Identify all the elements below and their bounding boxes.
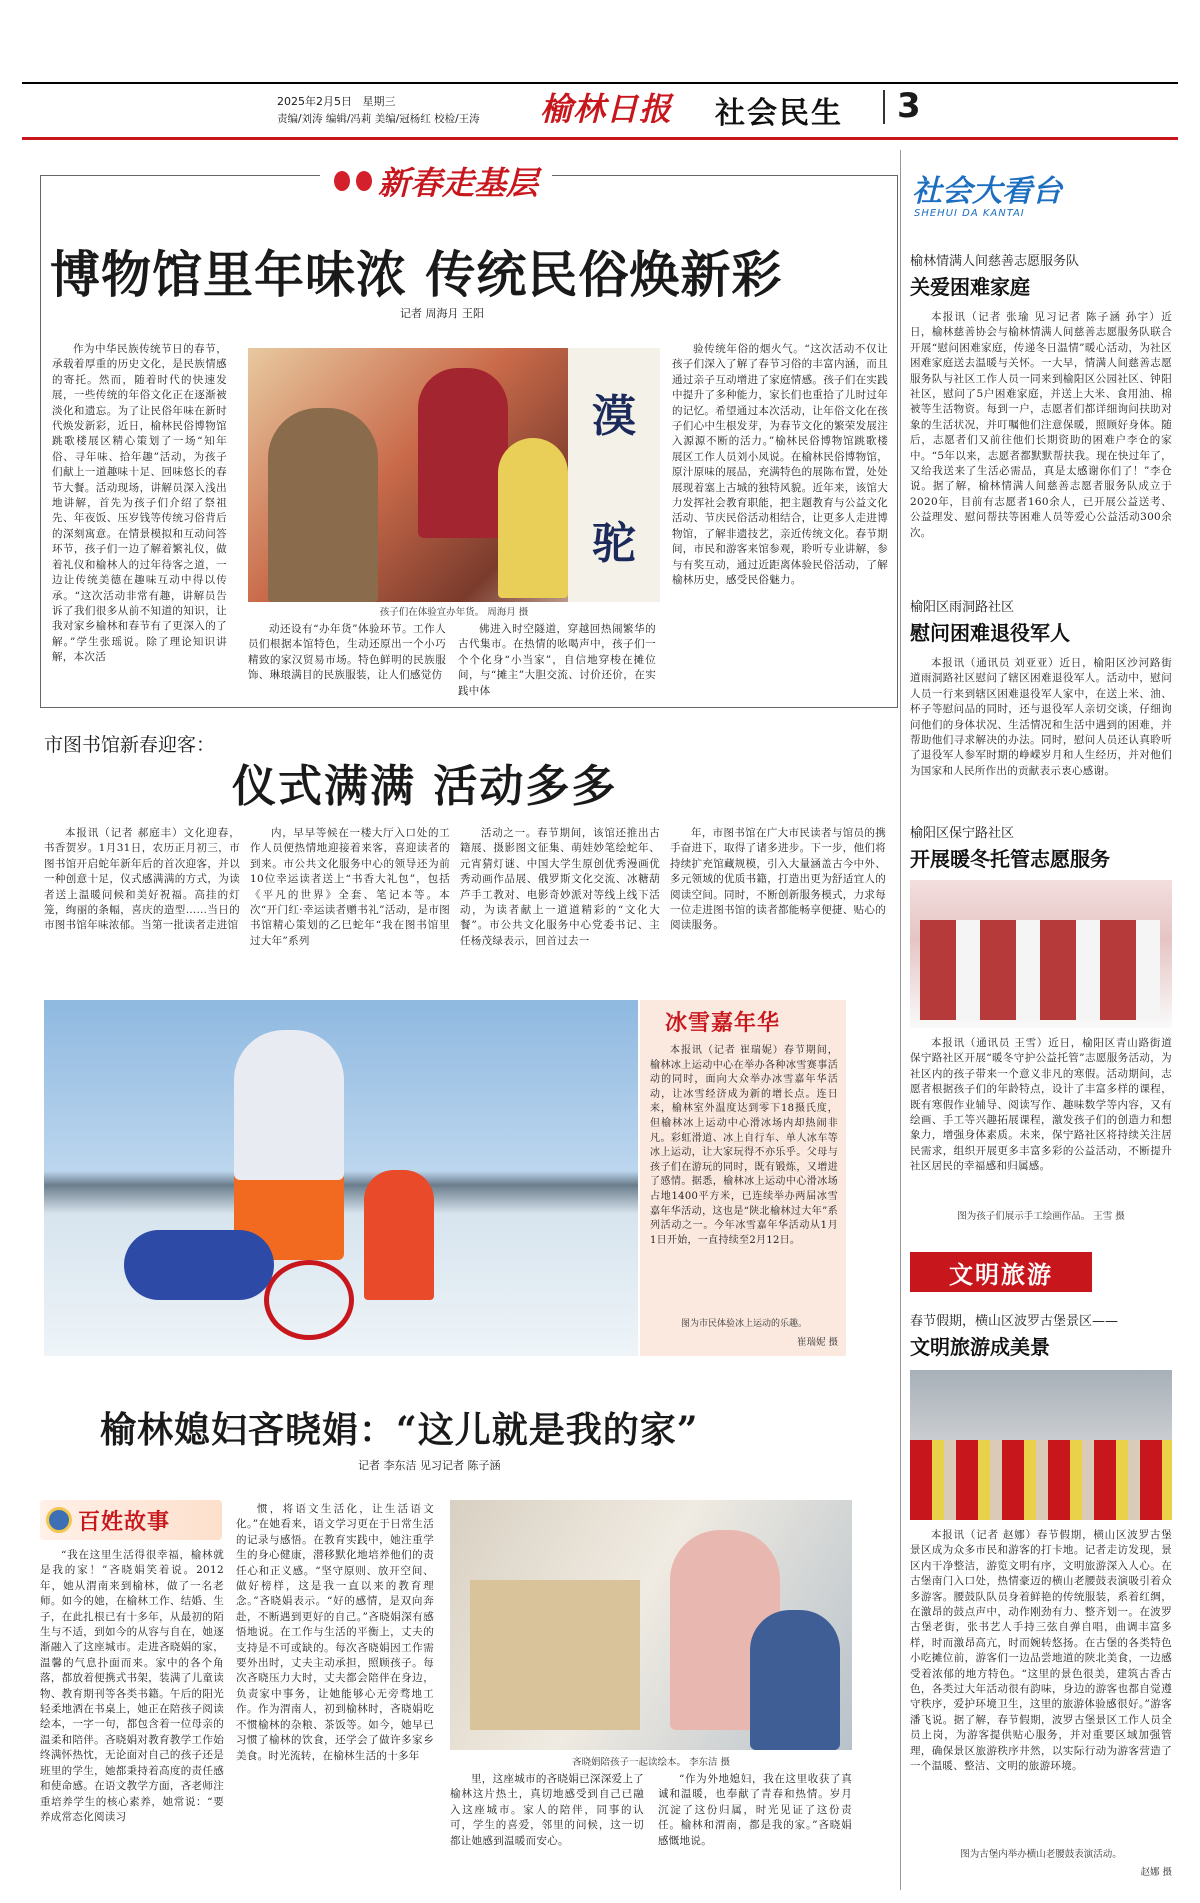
ice-photo bbox=[44, 1000, 638, 1356]
avatar-icon bbox=[46, 1507, 72, 1533]
a1-title: 关爱困难家庭 bbox=[910, 275, 1030, 299]
story-col-2 bbox=[236, 1502, 434, 1878]
a2-title: 慰问困难退役军人 bbox=[910, 621, 1070, 645]
story-byline: 记者 李东洁 见习记者 陈子涵 bbox=[358, 1459, 501, 1472]
photo-ice-bike-wheel bbox=[264, 1260, 354, 1340]
sidebar-divider bbox=[900, 150, 901, 1890]
a1-kicker: 榆林情满人间慈善志愿服务队 bbox=[910, 254, 1080, 269]
ice-text bbox=[650, 1044, 838, 1314]
top-rule bbox=[22, 82, 1178, 84]
a4-kicker: 春节假期，横山区波罗古堡景区—— bbox=[910, 1314, 1119, 1329]
a4-credit: 赵娜 摄 bbox=[1140, 1867, 1172, 1878]
a3-title: 开展暖冬托管志愿服务 bbox=[910, 847, 1110, 871]
sidebar-article-4 bbox=[910, 1310, 1172, 1360]
library-kicker: 市图书馆新春迎客： bbox=[44, 734, 216, 756]
photo-figure-girl bbox=[498, 438, 568, 598]
a4-photo bbox=[910, 1370, 1172, 1520]
photo-ice-child bbox=[364, 1170, 434, 1300]
story-col-2-text: 惯，将语文生活化，让生活语文化。”在她看来，语文学习更在于日常生活的记录与感悟。在教育实践中，她注重学生的身心健康，潜移默化地培养他们的责任心和正义感。“坚守原则、放开空间、做好榜样，这是我一直以来的教育理念。”吝晓娟表示。“好的感情，是双向奔赴，不断遇到更好的自己。”吝晓娟深有感悟地说。在工作与生活的平衡上，丈夫的支持是不可或缺的。每次吝晓娟因工作需要外出时，丈夫主动承担，照顾孩子。每次吝晓压力大时，丈夫都会陪伴在身边，负责家中事务，让她能够心无旁骛地工作。作为渭南人，初到榆林时，吝晓娟吃不惯榆林的杂粮、茶饭等。如今，她早已习惯了榆林的饮食，还学会了做许多家乡美食。时光流转，在榆林生活的十多年 bbox=[236, 1503, 434, 1762]
main-byline: 记者 周海月 王阳 bbox=[400, 307, 484, 320]
masthead-divider bbox=[883, 90, 885, 124]
main-photo bbox=[248, 348, 660, 602]
masthead bbox=[22, 80, 1178, 134]
library-headline: 仪式满满 活动多多 bbox=[232, 761, 618, 812]
story-badge bbox=[40, 1500, 222, 1540]
a3-caption: 图为孩子们展示手工绘画作品。 王雪 摄 bbox=[957, 1211, 1125, 1222]
photo-ice-sled bbox=[124, 1230, 274, 1300]
library-col-3 bbox=[460, 826, 660, 978]
a4-caption: 图为古堡内举办横山老腰鼓表演活动。 bbox=[960, 1849, 1122, 1860]
tour-badge: 文明旅游 bbox=[910, 1252, 1092, 1292]
photo-ice-cyclist bbox=[234, 1030, 344, 1260]
main-headline: 博物馆里年味浓 传统民俗焕新彩 bbox=[50, 246, 783, 304]
story-photo bbox=[450, 1500, 852, 1750]
main-col-1-text: 作为中华民族传统节日的春节，承载着厚重的历史文化，是民族情感的寄托。然而，随着时代的快速发展，一些传统的年俗文化正在逐渐被淡化和遗忘。为了让民俗年味在新时代焕发新彩，近日，榆林民俗博物馆跳歌楼展区精心策划了一场“知年俗、寻年味、拾年趣”活动，为孩子们献上一道趣味十足、回味悠长的春节大餐。活动现场，讲解员深入浅出地讲解，首先为孩子们介绍了祭祖先、年夜饭、压岁钱等传统习俗背后的深刻寓意。在情景模拟和互动问答环节，孩子们一边了解着繁礼仪，做着礼仪和榆林人的过年待客之道，一边让传统美德在趣味互动中得以传承。“这次活动非常有趣，讲解员告诉了我们很多从前不知道的知识，让我对家乡榆林和春节有了更深入的了解。”学生张瑶说。除了理论知识讲解，本次活 bbox=[52, 343, 227, 664]
lantern-icon bbox=[356, 171, 372, 191]
library-col-2 bbox=[250, 826, 450, 978]
main-col-3-text: 佛进入时空隧道，穿越回热闹繁华的古代集市。在热情的吆喝声中，孩子们一个个化身“小当家”，自信地穿梭在摊位间，与“摊主”大胆交流、讨价还价，在实践中体 bbox=[458, 623, 656, 697]
a1-text-body: 本报讯（记者 张瑜 见习记者 陈子涵 孙宇）近日，榆林慈善协会与榆林情满人间慈善志愿服务队联合开展“慰问困难家庭，传递冬日温情”暖心活动，为社区困难家庭送去温暖与关怀。一大早，情满人间慈善志愿服务队与社区工作人员一同来到榆阳区公园社区、钟阳社区，慰问了5户困难家庭，并送上大米、食用油、棉被等生活物资。每到一户，志愿者们都详细询问扶助对象的生活状况，并叮嘱他们注意保暖，照顾好身体。随后，志愿者们又前往他们长期资助的困难户李仓的家中。“5年以来，志愿者都默默帮扶我。现在快过年了，又给我送来了生活必需品，真是太感谢你们了！”李仓说。据了解，榆林情满人间慈善志愿者服务队成立于2020年，目前有志愿者160余人，已开展公益送考、公益理发、慰问帮扶等困难人员等爱心公益活动300余次。 bbox=[910, 311, 1172, 539]
library-col-3-text: 活动之一。春节期间，该馆还推出古籍展、摄影图文征集、萌娃妙笔绘蛇年、元宵猜灯谜、中国大学生原创优秀漫画优秀动画作品展、俄罗斯文化交流、冰糖葫芦手工教对、电影奇妙派对等线上线下活动，为读者献上一道道精彩的“文化大餐”。市公共文化服务中心党委书记、主任杨茂绿表示，回首过去一 bbox=[460, 827, 660, 947]
sidebar-article-3 bbox=[910, 822, 1172, 872]
header-bottom-rule bbox=[22, 137, 1178, 140]
library-col-1 bbox=[44, 826, 240, 978]
lantern-icon bbox=[334, 171, 350, 191]
sidebar-logo-text: 社会大看台 bbox=[912, 174, 1062, 209]
library-col-4-text: 年，市图书馆在广大市民读者与馆员的携手奋进下，取得了诸多进步。下一步，他们将持续扩充馆藏规模，引入大量涵盖古今中外、多元领域的优质书籍，打造出更为舒适宜人的阅读空间。同时，不断创新服务模式，力求每一位走进图书馆的读者都能畅享便捷、贴心的阅读服务。 bbox=[670, 827, 886, 932]
a2-text bbox=[910, 656, 1172, 796]
sidebar-article-2 bbox=[910, 596, 1172, 796]
photo-drummers bbox=[910, 1440, 1172, 1520]
sidebar-logo bbox=[908, 162, 1188, 232]
library-col-1-text: 本报讯（记者 郝庭丰）文化迎春，书香贺岁。1月31日，农历正月初三，市图书馆开启蛇年新年后的首次迎客，并以一种创意十足，仪式感满满的方式，为读者送上温暖问候和美好祝福。高挂的灯笼，绚丽的条幅，喜庆的造型……当日的市图书馆年味浓郁。当第一批读者走进馆 bbox=[44, 827, 240, 932]
story-headline: 榆林媳妇吝晓娟：“这儿就是我的家” bbox=[100, 1409, 699, 1451]
a1-text bbox=[910, 310, 1172, 580]
column-badge-text: 新春走基层 bbox=[378, 164, 539, 202]
main-col-3 bbox=[458, 622, 656, 704]
a2-kicker: 榆阳区雨洞路社区 bbox=[910, 600, 1015, 615]
library-col-4 bbox=[670, 826, 886, 978]
main-col-2-text: 动还设有“办年货”体验环节。工作人员们根据本馆特色，生动还原出一个小巧精致的家汉贸易市场。特色鲜明的民族服饰、琳琅满目的民族服装，让人们感觉仿 bbox=[248, 623, 446, 682]
main-col-2 bbox=[248, 622, 446, 704]
ice-badge: 冰雪嘉年华 bbox=[665, 1011, 781, 1036]
sidebar-logo-sub: SHEHUI DA KANTAI bbox=[914, 208, 1025, 219]
photo-kids-row bbox=[920, 920, 1160, 1020]
story-col-4 bbox=[658, 1772, 852, 1878]
paper-name-logo: 榆林日报 bbox=[540, 90, 673, 128]
photo-figure-woman bbox=[418, 368, 508, 538]
library-col-2-text: 内，早早等候在一楼大厅入口处的工作人员便热情地迎接着来客，喜迎读者的到来。市公共文化服务中心的领导还为前10位幸运读者送上“书香大礼包”，包括《平凡的世界》全套、笔记本等。本次“开门红·幸运读者赠书礼”活动，是市图书馆精心策划的乙巳蛇年“我在图书馆里过大年”系列 bbox=[250, 827, 450, 947]
a4-text-body: 本报讯（记者 赵娜）春节假期，横山区波罗古堡景区成为众多市民和游客的打卡地。记者走访发现，景区内干净整洁，游览文明有序，文明旅游深入人心。在古堡南门入口处，热情豪迈的横山老腰鼓表演吸引着众多游客。腰鼓队队员身着鲜艳的传统服装，系着红绸，在激昂的鼓点声中，动作刚劲有力、整齐划一。在波罗古堡老街，张书艺人手持三弦自弹自唱，曲调丰富多样，时而激昂高亢，时而婉转悠扬。在古堡的各类特色小吃摊位前，游客们一边品尝地道的陕北美食，一边感受着浓郁的地方特色。“这里的景色很美，建筑古香古色，各类过大年活动很有韵味，身边的游客也都自觉遵守秩序，爱护环境卫生，这里的旅游体验感很好。”游客潘飞说。据了解，春节假期，波罗古堡景区工作人员全员上岗，为游客提供贴心服务，并对重要区域加强管理，确保景区旅游秩序井然，以实际行动为游客营造了一个温暖、整洁、文明的旅游环境。 bbox=[910, 1529, 1172, 1773]
story-badge-text: 百姓故事 bbox=[78, 1509, 171, 1535]
story-col-4-text: “作为外地媳妇，我在这里收获了真诚和温暖，也奉献了青春和热情。岁月沉淀了这份归属，时光见证了这份责任。榆林和渭南，都是我的家。”吝晓娟感慨地说。 bbox=[658, 1773, 852, 1847]
ice-credit: 崔瑞妮 摄 bbox=[796, 1337, 838, 1348]
a3-photo bbox=[910, 880, 1172, 1028]
main-col-1 bbox=[52, 342, 227, 702]
issue-date: 2025年2月5日 bbox=[277, 95, 352, 108]
main-photo-caption: 孩子们在体验宣办年货。 周海月 摄 bbox=[379, 607, 529, 618]
photo-child bbox=[750, 1610, 840, 1750]
a3-text-body: 本报讯（通讯员 王雪）近日，榆阳区青山路街道保宁路社区开展“暖冬守护公益托管”志愿服务活动，为社区内的孩子带来一个意义非凡的寒假。活动期间，志愿者根据孩子们的年龄特点，设计了丰富多样的课程，既有寒假作业辅导、阅读写作、趣味数学等内容，又有绘画、手工等兴趣拓展课程，激发孩子们的创造力和想象力，增强身体素质。未来，保宁路社区将持续关注居民需求，组织开展更多丰富多彩的公益活动，不断提升社区居民的幸福感和归属感。 bbox=[910, 1037, 1172, 1173]
section-name: 社会民生 bbox=[715, 96, 843, 131]
main-col-4-text: 验传统年俗的烟火气。“这次活动不仅让孩子们深入了解了春节习俗的丰富内涵，而且通过亲子互动增进了家庭情感。孩子们在实践中提升了多种能力，家长们也重拾了儿时过年的记忆。希望通过本次活动，让年俗文化在孩子们心中生根发芽，为春节文化的繁荣发展注入源源不断的活力。”榆林民俗博物馆跳歌楼展区工作人员刘小凤说。在榆林民俗博物馆，原汁原味的展品，充满特色的展陈布置，处处展现着塞上古城的独特风貌。近年来，该馆大力发挥社会教育职能，把主题教育与公益文化活动、节庆民俗活动相结合，让更多人走进博物馆，了解非遗技艺，亲近传统文化。春节期间，市民和游客来馆参观，聆听专业讲解，参与有奖互动，通过近距离体验民俗活动，了解榆林历史，感受民俗魅力。 bbox=[672, 343, 888, 587]
ice-text-body: 本报讯（记者 崔瑞妮）春节期间，榆林冰上运动中心在举办各种冰雪赛事活动的同时，面向大众举办冰雪嘉年华活动，让冰雪经济成为新的增长点。连日来，榆林室外温度达到零下18摄氏度，但榆林冰上运动中心滑冰场内却热闹非凡。彩虹滑道、冰上自行车、单人冰车等冰上运动，让大家玩得不亦乐乎。父母与孩子们在游玩的同时，既有锻炼，又增进了感情。据悉，榆林冰上运动中心滑冰场占地1400平方米，已连续举办两届冰雪嘉年华活动，这也是“陕北榆林过大年”系列活动之一。今年冰雪嘉年华活动从1月1日开始，一直持续至2月12日。 bbox=[650, 1045, 838, 1246]
issue-weekday: 星期三 bbox=[362, 95, 396, 108]
a4-text bbox=[910, 1528, 1172, 1844]
masthead-date-line bbox=[277, 93, 396, 109]
story-col-3-text: 里，这座城市的吝晓娟已深深爱上了榆林这片热土，真切地感受到自己已融入这座城市。家人的陪伴，同事的认可，学生的喜爱，邻里的问候，这一切都让她感到温暖而安心。 bbox=[450, 1773, 644, 1847]
a2-text-body: 本报讯（通讯员 刘亚亚）近日，榆阳区沙河路街道雨洞路社区慰问了辖区困难退役军人。活动中，慰问人员一行来到辖区困难退役军人家中，在送上米、油、杯子等慰问品的同时，还与退役军人亲切交谈，仔细询问他们的身体状况、生活情况和生活中遇到的困难，并帮助他们寻求解决的办法。同时，慰问人员还认真聆听了退役军人参军时期的峥嵘岁月和人生经历，并对他们为国家和人民所作出的贡献表示衷心感谢。 bbox=[910, 657, 1172, 777]
story-col-1 bbox=[40, 1548, 224, 1878]
story-col-1-text: “我在这里生活得很幸福，榆林就是我的家！”吝晓娟笑着说。2012年，她从渭南来到榆林，做了一名老师。如今的她，在榆林工作、结婚、生子，在此扎根已有十多年，从最初的陌生与不适，到如今的从容与自在，她逐渐融入了这座城市。走进吝晓娟的家，温馨的气息扑面而来。家中的各个角落，都放着便携式书架，装满了儿童读物、教育期刊等各类书籍。午后的阳光轻柔地洒在书桌上，她正在陪孩子阅读绘本，一字一句，都包含着一位母亲的温柔和陪伴。吝晓娟对教育教学工作始终满怀热忱，无论面对自己的孩子还是班里的学生，她都秉持着高度的责任感和使命感。在语文教学方面，吝老师注重培养学生的核心素养，她常说：“要养成常态化阅读习 bbox=[40, 1549, 224, 1823]
ice-caption: 图为市民体验冰上运动的乐趣。 bbox=[680, 1319, 807, 1329]
sign-char-1: 漠 bbox=[592, 390, 636, 442]
sign-char-2: 驼 bbox=[592, 517, 636, 569]
a3-kicker: 榆阳区保宁路社区 bbox=[910, 826, 1015, 841]
photo-bookshelf bbox=[470, 1580, 640, 1730]
page-number: 3 bbox=[897, 86, 921, 126]
sidebar-article-1 bbox=[910, 250, 1172, 580]
editor-credits: 责编/刘涛 编辑/冯莉 美编/冠杨红 校检/王涛 bbox=[277, 113, 480, 125]
a3-text bbox=[910, 1036, 1172, 1208]
photo-figure-boy bbox=[268, 408, 378, 602]
a4-title: 文明旅游成美景 bbox=[910, 1335, 1050, 1359]
photo-sign-board bbox=[568, 348, 660, 602]
column-badge bbox=[320, 161, 552, 201]
story-col-3 bbox=[450, 1772, 644, 1878]
main-col-4 bbox=[672, 342, 888, 704]
story-photo-caption: 吝晓娟陪孩子一起读绘本。 李东洁 摄 bbox=[571, 1757, 731, 1768]
